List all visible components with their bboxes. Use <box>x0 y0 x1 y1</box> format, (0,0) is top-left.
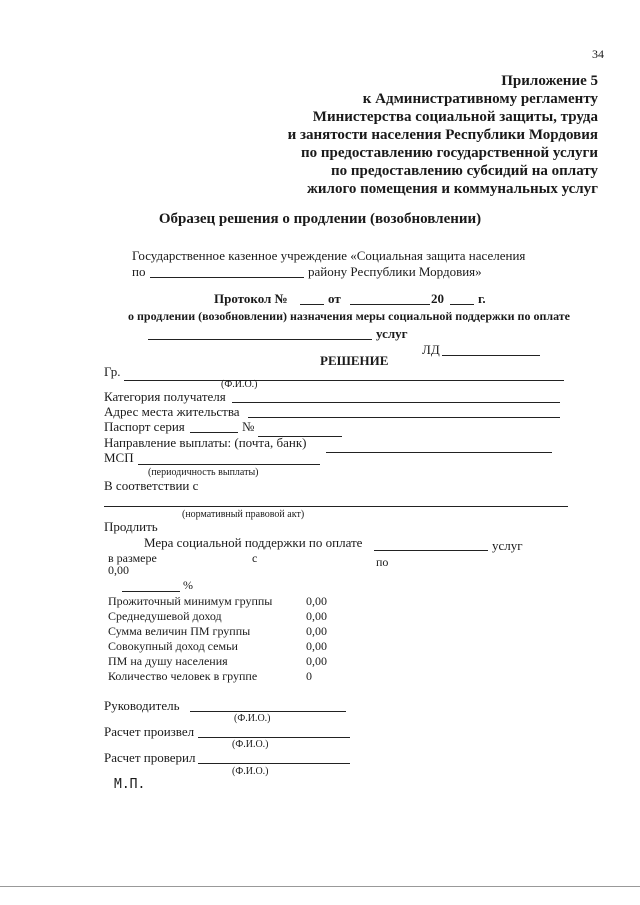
extend-label: Продлить <box>104 519 158 534</box>
protocol-year: 20 <box>431 291 444 306</box>
head-signature-blank <box>190 711 346 712</box>
calc-checked-label: Расчет проверил <box>104 750 196 765</box>
according-label: В соответствии с <box>104 478 199 493</box>
calc-value: 0 <box>306 669 312 683</box>
calc-checked-blank <box>198 763 350 764</box>
appendix-line: по предоставлению субсидий на оплату <box>330 163 598 179</box>
percent-blank <box>122 591 180 592</box>
appendix-line: по предоставлению государственной услуги <box>300 145 598 161</box>
calc-made-fio-caption: (Ф.И.О.) <box>232 739 269 750</box>
passport-label: Паспорт серия <box>104 419 185 434</box>
appendix-line: к Административному регламенту <box>362 91 598 107</box>
appendix-line: и занятости населения Республики Мордовия <box>287 127 598 143</box>
periodicity-caption: (периодичность выплаты) <box>148 467 259 478</box>
protocol-date-blank <box>350 304 430 305</box>
appendix-block <box>288 72 598 198</box>
appendix-line: Приложение 5 <box>501 73 598 89</box>
address-blank <box>248 417 560 418</box>
measure-text: Мера социальной поддержки по оплате <box>144 535 363 550</box>
payment-direction-blank <box>326 452 552 453</box>
ld-label: ЛД <box>422 342 440 357</box>
percent-sign: % <box>183 578 193 592</box>
amount-value: 0,00 <box>108 563 129 577</box>
protocol-year-blank <box>450 304 474 305</box>
calc-made-blank <box>198 737 350 738</box>
institution-suffix: району Республики Мордовия» <box>308 264 482 279</box>
document-title: Образец решения о продлении (возобновлении) <box>158 211 482 227</box>
calc-checked-fio-caption: (Ф.И.О.) <box>232 766 269 777</box>
measure-services-blank <box>374 550 488 551</box>
passport-number-label: № <box>242 419 255 434</box>
normative-act-blank <box>104 506 568 507</box>
msp-label: МСП <box>104 450 134 465</box>
appendix-line: Министерства социальной защиты, труда <box>312 109 598 125</box>
institution-prefix: по <box>132 264 146 279</box>
page-number: 34 <box>592 47 604 61</box>
institution-line-1: Государственное казенное учреждение «Социальная защита населения <box>132 248 526 263</box>
stamp-label: М.П. <box>114 777 146 792</box>
protocol-label: Протокол № <box>214 291 288 306</box>
measure-services: услуг <box>492 538 523 553</box>
scan-bottom-edge <box>0 886 640 887</box>
calc-label: Среднедушевой доход <box>108 609 222 623</box>
calc-value: 0,00 <box>306 654 327 668</box>
calc-label: ПМ на душу населения <box>108 654 228 668</box>
ld-blank <box>442 355 540 356</box>
head-fio-caption: (Ф.И.О.) <box>234 713 271 724</box>
calc-value: 0,00 <box>306 594 327 608</box>
protocol-number-blank <box>300 304 324 305</box>
address-label: Адрес места жительства <box>104 404 240 419</box>
citizen-blank <box>124 380 564 381</box>
category-label: Категория получателя <box>104 389 226 404</box>
calc-value: 0,00 <box>306 624 327 638</box>
calc-label: Количество человек в группе <box>108 669 258 683</box>
services-type-blank <box>148 339 372 340</box>
district-blank <box>150 277 304 278</box>
protocol-from: от <box>328 291 341 306</box>
amount-from: с <box>252 551 258 565</box>
calc-made-label: Расчет произвел <box>104 724 195 739</box>
protocol-year-suffix: г. <box>478 291 486 306</box>
amount-to: по <box>376 555 389 569</box>
msp-blank <box>138 464 320 465</box>
calc-value: 0,00 <box>306 639 327 653</box>
amount-label: в размере <box>108 551 157 565</box>
protocol-services: услуг <box>376 326 408 341</box>
head-label: Руководитель <box>104 698 180 713</box>
payment-direction-label: Направление выплаты: (почта, банк) <box>104 435 307 450</box>
passport-series-blank <box>190 432 238 433</box>
calc-label: Прожиточный минимум группы <box>108 594 273 608</box>
citizen-label: Гр. <box>104 364 121 379</box>
normative-caption: (нормативный правовой акт) <box>182 509 305 520</box>
calc-label: Сумма величин ПМ группы <box>108 624 251 638</box>
category-blank <box>232 402 560 403</box>
protocol-subtitle: о продлении (возобновлении) назначения меры социальной поддержки по оплате <box>128 309 570 323</box>
decision-heading: РЕШЕНИЕ <box>320 353 389 368</box>
calc-label: Совокупный доход семьи <box>108 639 238 653</box>
citizen-fio-caption: (Ф.И.О.) <box>221 379 258 390</box>
appendix-line: жилого помещения и коммунальных услуг <box>307 181 598 197</box>
calc-value: 0,00 <box>306 609 327 623</box>
